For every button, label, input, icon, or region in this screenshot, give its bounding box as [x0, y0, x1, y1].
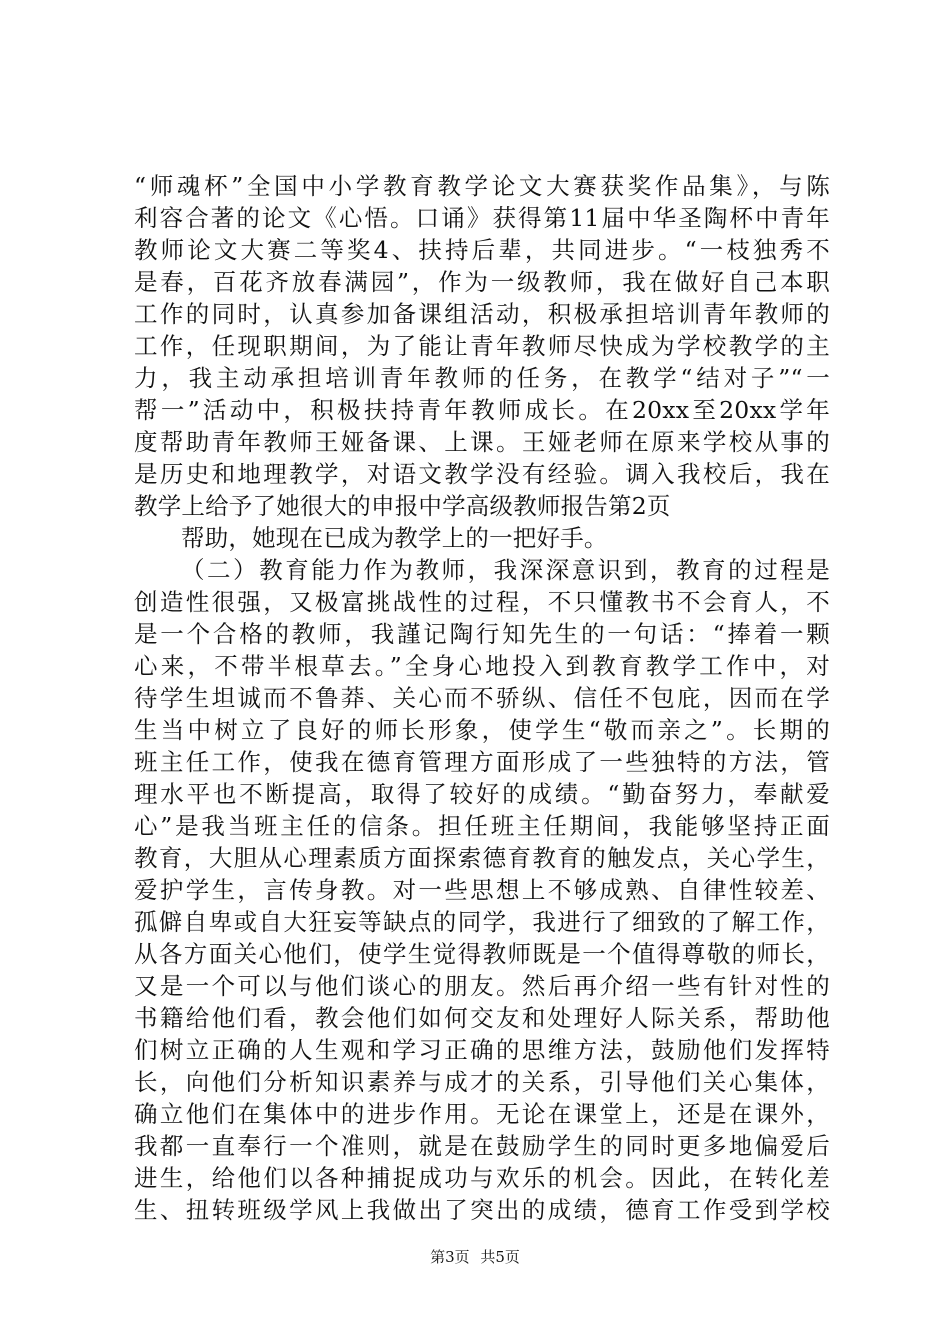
- text-line-23: 爱护学生，言传身教。对一些思想上不够成熟、自律性较差、: [134, 876, 830, 904]
- text-line-10: 是历史和地理教学，对语文教学没有经验。调入我校后，我在: [134, 460, 830, 488]
- text-line-17: 待学生坦诚而不鲁莽、关心而不骄纵、信任不包庇，因而在学: [134, 684, 830, 712]
- body-text: [134, 170, 830, 1226]
- page-total: 共5页: [480, 1248, 520, 1266]
- text-line-32: 进生，给他们以各种捕捉成功与欢乐的机会。因此，在转化差: [134, 1164, 830, 1192]
- text-line-7: 力，我主动承担培训青年教师的任务，在教学“结对子”“一: [134, 364, 830, 392]
- text-line-24: 孤僻自卑或自大狂妄等缺点的同学，我进行了细致的了解工作，: [134, 908, 830, 936]
- text-line-12: 帮助，她现在已成为教学上的一把好手。: [181, 524, 608, 552]
- text-line-27: 书籍给他们看，教会他们如何交友和处理好人际关系，帮助他: [134, 1004, 830, 1032]
- text-line-15: 是一个合格的教师，我謹记陶行知先生的一句话：“捧着一颗: [134, 620, 830, 648]
- text-line-33: 生、扭转班级学风上我做出了突出的成绩，德育工作受到学校: [134, 1196, 830, 1224]
- text-line-31: 我都一直奉行一个准则，就是在鼓励学生的同时更多地偏爱后: [134, 1132, 830, 1160]
- text-line-25: 从各方面关心他们，使学生觉得教师既是一个值得尊敬的师长，: [134, 940, 830, 968]
- text-line-26: 又是一个可以与他们谈心的朋友。然后再介绍一些有针对性的: [134, 972, 830, 1000]
- text-line-9: 度帮助青年教师王娅备课、上课。王娅老师在原来学校从事的: [134, 428, 830, 456]
- text-line-4: 是春，百花齐放春满园”，作为一级教师，我在做好自己本职: [134, 268, 830, 296]
- text-line-16: 心来，不带半根草去。”全身心地投入到教育教学工作中，对: [134, 652, 830, 680]
- text-line-6: 工作，任现职期间，为了能让青年教师尽快成为学校教学的主: [134, 332, 830, 360]
- text-line-19: 班主任工作，使我在德育管理方面形成了一些独特的方法，管: [134, 748, 830, 776]
- text-line-8: 帮一”活动中，积极扶持青年教师成长。在20xx至20xx学年: [134, 396, 830, 424]
- text-line-3: 教师论文大赛二等奖4、扶持后辈，共同进步。“一枝独秀不: [134, 236, 830, 264]
- text-line-18: 生当中树立了良好的师长形象，使学生“敬而亲之”。长期的: [134, 716, 830, 744]
- text-line-21: 心”是我当班主任的信条。担任班主任期间，我能够坚持正面: [134, 812, 830, 840]
- text-line-20: 理水平也不断提高，取得了较好的成绩。“勤奋努力，奉献爱: [134, 780, 830, 808]
- page-number: 第3页: [430, 1248, 470, 1266]
- text-line-13: （二）教育能力作为教师，我深深意识到，教育的过程是: [181, 556, 830, 584]
- text-line-5: 工作的同时，认真参加备课组活动，积极承担培训青年教师的: [134, 300, 830, 328]
- text-line-11: 教学上给予了她很大的申报中学高级教师报告第2页: [134, 492, 671, 520]
- text-line-14: 创造性很强，又极富挑战性的过程，不只懂教书不会育人，不: [134, 588, 830, 616]
- page-footer: [0, 1247, 950, 1267]
- text-line-30: 确立他们在集体中的进步作用。无论在课堂上，还是在课外，: [134, 1100, 830, 1128]
- text-line-29: 长，向他们分析知识素养与成才的关系，引导他们关心集体，: [134, 1068, 830, 1096]
- text-line-28: 们树立正确的人生观和学习正确的思维方法，鼓励他们发挥特: [134, 1036, 830, 1064]
- text-line-22: 教育，大胆从心理素质方面探索德育教育的触发点，关心学生，: [134, 844, 830, 872]
- text-line-2: 利容合著的论文《心悟。口诵》获得第11届中华圣陶杯中青年: [134, 204, 830, 232]
- text-line-1: “师魂杯”全国中小学教育教学论文大赛获奖作品集》，与陈: [134, 172, 830, 200]
